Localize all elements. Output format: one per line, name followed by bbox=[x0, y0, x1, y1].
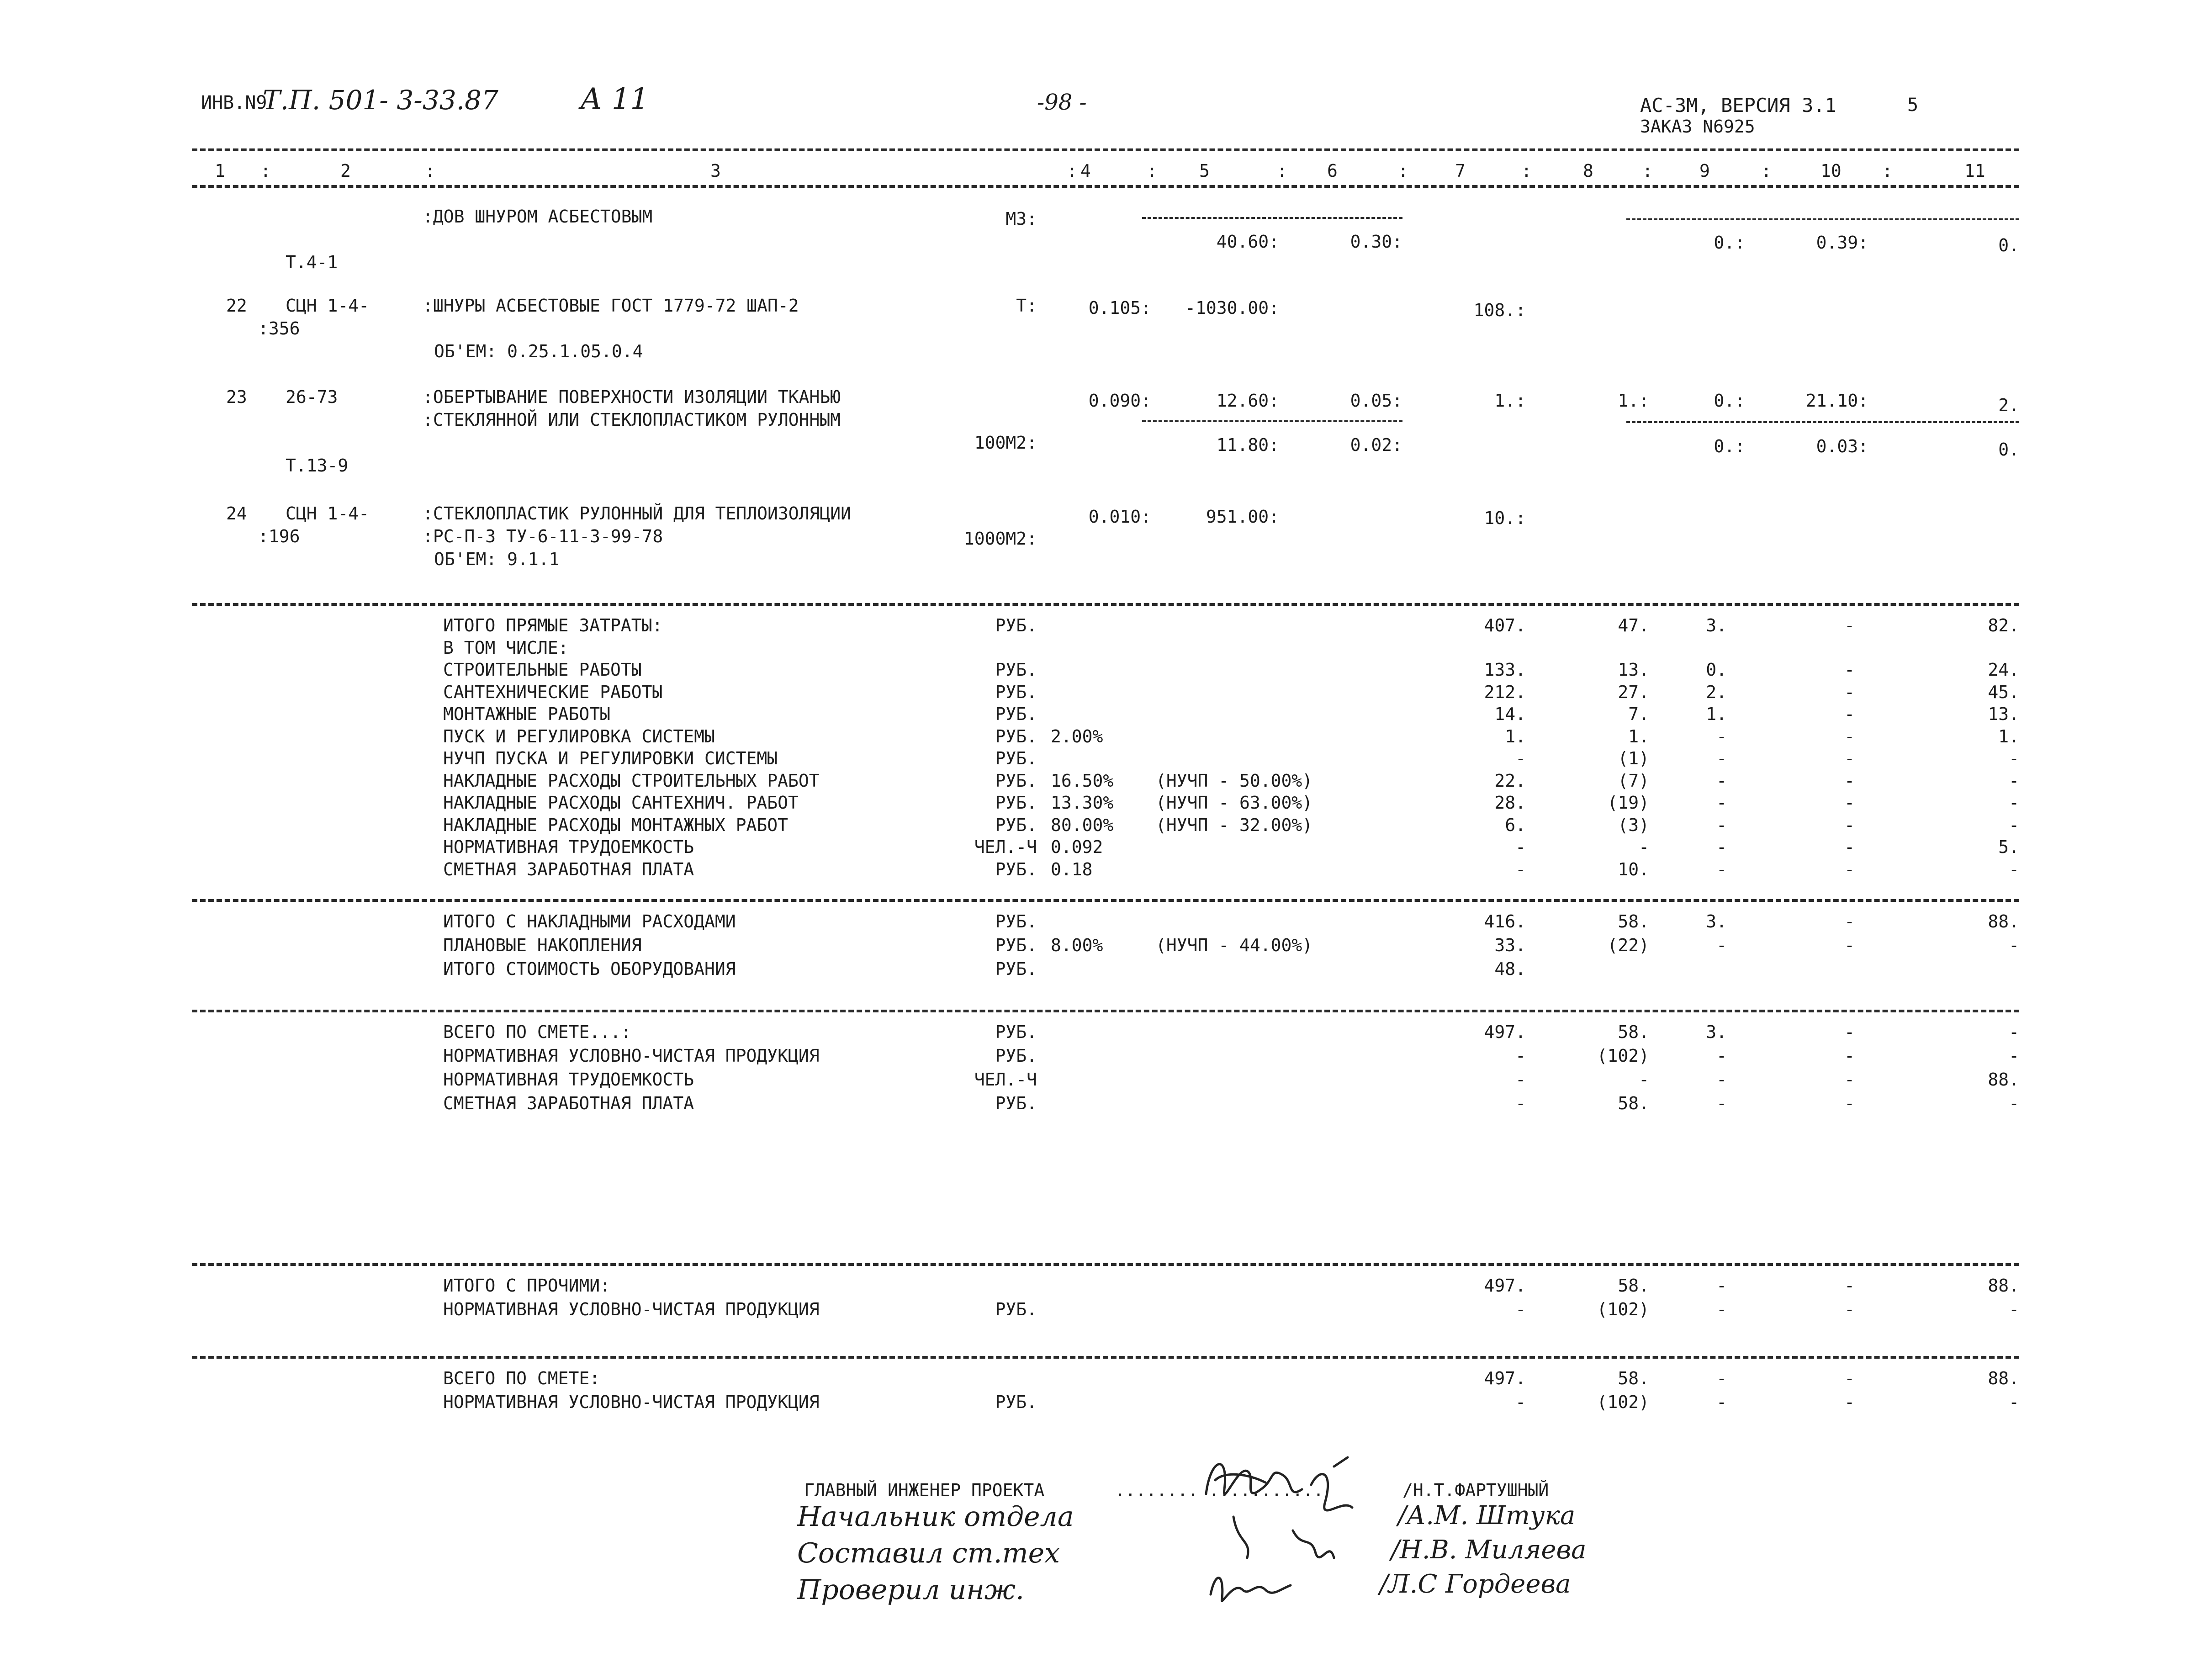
page-number: -98 - bbox=[1037, 90, 1087, 115]
item-24-desc-1: :СТЕКЛОПЛАСТИК РУЛОННЫЙ ДЛЯ ТЕПЛОИЗОЛЯЦИИ bbox=[423, 503, 851, 524]
summary-rule-1 bbox=[192, 603, 2019, 606]
summary-label: НАКЛАДНЫЕ РАСХОДЫ СТРОИТЕЛЬНЫХ РАБОТ bbox=[443, 770, 820, 791]
item-24-col4: 0.010: bbox=[1088, 507, 1151, 527]
summary-unit: РУБ. bbox=[995, 615, 1037, 635]
summary-col10: - bbox=[1844, 726, 1855, 746]
item-24-unit: 1000М2: bbox=[963, 529, 1037, 549]
summary-rate: 16.50% bbox=[1051, 770, 1114, 791]
summary-col10: - bbox=[1844, 815, 1855, 835]
summary-rule-5 bbox=[192, 1356, 2019, 1359]
summary-rate: 13.30% bbox=[1051, 793, 1114, 813]
summary-col7: 212. bbox=[1484, 682, 1526, 702]
summary-col7: 133. bbox=[1484, 660, 1526, 680]
summary-col10: - bbox=[1844, 615, 1855, 635]
summary-col8: 10. bbox=[1618, 859, 1649, 879]
summary-col9: - bbox=[1716, 748, 1727, 768]
item-23-col5a: 12.60: bbox=[1216, 391, 1279, 411]
summary-label: МОНТАЖНЫЕ РАБОТЫ bbox=[443, 704, 611, 724]
column-number: 11 bbox=[1964, 161, 1985, 181]
column-separator: : bbox=[1642, 161, 1653, 181]
summary-col7: - bbox=[1515, 1299, 1526, 1319]
summary-unit: РУБ. bbox=[995, 748, 1037, 768]
item-23-col7: 1.: bbox=[1494, 391, 1526, 411]
item-21-code: Т.4-1 bbox=[286, 252, 338, 272]
item-21-col5: 40.60: bbox=[1216, 232, 1279, 252]
summary-col8: 58. bbox=[1618, 1093, 1649, 1113]
column-number: 7 bbox=[1455, 161, 1466, 181]
summary-col10: - bbox=[1844, 793, 1855, 813]
summary-col11: 45. bbox=[1988, 682, 2019, 702]
summary-col10: - bbox=[1844, 935, 1855, 955]
summary-col10: - bbox=[1844, 682, 1855, 702]
item-23-col6a: 0.05: bbox=[1350, 391, 1402, 411]
summary-unit: РУБ. bbox=[995, 1046, 1037, 1066]
summary-col9: - bbox=[1716, 1276, 1727, 1296]
summary-label: ИТОГО СТОИМОСТЬ ОБОРУДОВАНИЯ bbox=[443, 959, 736, 979]
summary-col9: - bbox=[1716, 815, 1727, 835]
table-top-rule bbox=[192, 148, 2019, 151]
item-21-subrule-b bbox=[1626, 218, 2019, 220]
order-number: ЗАКАЗ N6925 bbox=[1640, 116, 1755, 137]
summary-col11: - bbox=[2009, 1299, 2019, 1319]
summary-col7: 28. bbox=[1494, 793, 1526, 813]
summary-rate: 0.092 bbox=[1051, 837, 1103, 857]
author-name: /Н.В. Миляева bbox=[1391, 1535, 1587, 1565]
summary-col7: 22. bbox=[1494, 770, 1526, 791]
summary-col10: - bbox=[1844, 704, 1855, 724]
summary-col11: - bbox=[2009, 770, 2019, 791]
item-22-col5: -1030.00: bbox=[1185, 298, 1279, 318]
summary-col8: - bbox=[1639, 1069, 1649, 1090]
summary-col9: - bbox=[1716, 1093, 1727, 1113]
summary-col8: (19) bbox=[1607, 793, 1649, 813]
summary-col10: - bbox=[1844, 1392, 1855, 1412]
column-separator: : bbox=[1147, 161, 1157, 181]
summary-label: ИТОГО С НАКЛАДНЫМИ РАСХОДАМИ bbox=[443, 911, 736, 932]
column-number: 6 bbox=[1327, 161, 1338, 181]
item-22-number: 22 bbox=[226, 296, 247, 316]
summary-col7: - bbox=[1515, 1392, 1526, 1412]
summary-nuchp: (НУЧП - 50.00%) bbox=[1156, 770, 1313, 791]
item-21-subrule-a bbox=[1142, 217, 1402, 219]
item-22-unit: Т: bbox=[1016, 296, 1037, 316]
summary-col8: 47. bbox=[1618, 615, 1649, 635]
column-separator: : bbox=[1277, 161, 1287, 181]
summary-col11: 13. bbox=[1988, 704, 2019, 724]
summary-col11: 88. bbox=[1988, 1276, 2019, 1296]
summary-unit: РУБ. bbox=[995, 935, 1037, 955]
author-title: Составил ст.тех bbox=[797, 1537, 1060, 1569]
summary-col8: 58. bbox=[1618, 911, 1649, 932]
summary-col8: (7) bbox=[1618, 770, 1649, 791]
summary-col10: - bbox=[1844, 1368, 1855, 1388]
summary-col8: - bbox=[1639, 837, 1649, 857]
summary-col11: - bbox=[2009, 935, 2019, 955]
column-separator: : bbox=[1067, 161, 1077, 181]
item-23-code-cont: Т.13-9 bbox=[286, 455, 349, 476]
item-24-volume: ОБ'ЕМ: 9.1.1 bbox=[434, 549, 560, 569]
summary-col8: (102) bbox=[1597, 1392, 1649, 1412]
summary-col9: - bbox=[1716, 837, 1727, 857]
summary-col11: - bbox=[2009, 1392, 2019, 1412]
item-23-code: 26-73 bbox=[286, 387, 338, 407]
summary-col8: (102) bbox=[1597, 1046, 1649, 1066]
item-21-col11: 0. bbox=[1998, 235, 2019, 255]
summary-label: НАКЛАДНЫЕ РАСХОДЫ САНТЕХНИЧ. РАБОТ bbox=[443, 793, 799, 813]
summary-col8: 13. bbox=[1618, 660, 1649, 680]
summary-col9: - bbox=[1716, 770, 1727, 791]
summary-col7: - bbox=[1515, 1093, 1526, 1113]
summary-col11: - bbox=[2009, 859, 2019, 879]
item-22-col4: 0.105: bbox=[1088, 298, 1151, 318]
column-separator: : bbox=[1521, 161, 1532, 181]
column-number: 9 bbox=[1699, 161, 1710, 181]
summary-col10: - bbox=[1844, 660, 1855, 680]
summary-col7: - bbox=[1515, 1046, 1526, 1066]
item-22-volume: ОБ'ЕМ: 0.25.1.05.0.4 bbox=[434, 341, 643, 361]
summary-col9: 3. bbox=[1706, 615, 1727, 635]
album-number: А 11 bbox=[580, 82, 649, 116]
item-21-desc: :ДОВ ШНУРОМ АСБЕСТОВЫМ bbox=[423, 206, 653, 227]
summary-nuchp: (НУЧП - 44.00%) bbox=[1156, 935, 1313, 955]
summary-col10: - bbox=[1844, 1022, 1855, 1042]
summary-col8: 7. bbox=[1628, 704, 1649, 724]
summary-col10: - bbox=[1844, 1276, 1855, 1296]
checker-title: Проверил инж. bbox=[797, 1574, 1025, 1606]
summary-col7: 407. bbox=[1484, 615, 1526, 635]
summary-col11: 24. bbox=[1988, 660, 2019, 680]
summary-col9: - bbox=[1716, 793, 1727, 813]
summary-col10: - bbox=[1844, 837, 1855, 857]
summary-col7: 416. bbox=[1484, 911, 1526, 932]
item-23-col10a: 21.10: bbox=[1805, 391, 1868, 411]
summary-col10: - bbox=[1844, 1046, 1855, 1066]
summary-rule-4 bbox=[192, 1263, 2019, 1266]
summary-col9: - bbox=[1716, 935, 1727, 955]
item-23-subrule-a bbox=[1142, 420, 1402, 422]
summary-col8: (1) bbox=[1618, 748, 1649, 768]
summary-col9: - bbox=[1716, 726, 1727, 746]
summary-label: СТРОИТЕЛЬНЫЕ РАБОТЫ bbox=[443, 660, 642, 680]
item-24-number: 24 bbox=[226, 503, 247, 524]
summary-label: ВСЕГО ПО СМЕТЕ...: bbox=[443, 1022, 631, 1042]
item-23-col9b: 0.: bbox=[1714, 436, 1745, 456]
summary-label: НОРМАТИВНАЯ ТРУДОЕМКОСТЬ bbox=[443, 837, 694, 857]
item-24-code-cont: :196 bbox=[258, 526, 300, 546]
summary-col8: (22) bbox=[1607, 935, 1649, 955]
item-23-number: 23 bbox=[226, 387, 247, 407]
chief-engineer-dots: ........ ........... bbox=[1115, 1480, 1324, 1500]
item-21-col9: 0.: bbox=[1714, 233, 1745, 253]
summary-col9: 0. bbox=[1706, 660, 1727, 680]
summary-rate: 8.00% bbox=[1051, 935, 1103, 955]
summary-col11: - bbox=[2009, 1093, 2019, 1113]
item-23-col11a: 2. bbox=[1998, 395, 2019, 415]
column-number: 2 bbox=[340, 161, 351, 181]
summary-col7: 497. bbox=[1484, 1368, 1526, 1388]
summary-col10: - bbox=[1844, 859, 1855, 879]
summary-col8: 27. bbox=[1618, 682, 1649, 702]
summary-col8: 1. bbox=[1628, 726, 1649, 746]
summary-col9: - bbox=[1716, 859, 1727, 879]
item-23-desc-2: :СТЕКЛЯННОЙ ИЛИ СТЕКЛОПЛАСТИКОМ РУЛОННЫМ bbox=[423, 410, 841, 430]
column-number: 8 bbox=[1583, 161, 1593, 181]
dept-head-title: Начальник отдела bbox=[797, 1501, 1074, 1533]
column-separator: : bbox=[260, 161, 271, 181]
summary-col9: 2. bbox=[1706, 682, 1727, 702]
item-24-col5: 951.00: bbox=[1206, 507, 1279, 527]
summary-col7: 1. bbox=[1505, 726, 1526, 746]
summary-label: ИТОГО С ПРОЧИМИ: bbox=[443, 1276, 611, 1296]
summary-col10: - bbox=[1844, 1299, 1855, 1319]
checker-signature bbox=[1206, 1562, 1297, 1613]
item-23-col4: 0.090: bbox=[1088, 391, 1151, 411]
column-separator: : bbox=[1761, 161, 1772, 181]
summary-col11: 88. bbox=[1988, 1069, 2019, 1090]
summary-label: НОРМАТИВНАЯ ТРУДОЕМКОСТЬ bbox=[443, 1069, 694, 1090]
chief-engineer-name: /Н.Т.ФАРТУШНЫЙ bbox=[1402, 1480, 1549, 1500]
item-23-col6b: 0.02: bbox=[1350, 435, 1402, 455]
summary-col10: - bbox=[1844, 748, 1855, 768]
summary-col9: 3. bbox=[1706, 1022, 1727, 1042]
summary-rate: 0.18 bbox=[1051, 859, 1093, 879]
summary-col7: 14. bbox=[1494, 704, 1526, 724]
summary-col7: 33. bbox=[1494, 935, 1526, 955]
item-21-col10: 0.39: bbox=[1816, 233, 1868, 253]
column-header-rule bbox=[192, 185, 2019, 188]
summary-label: НОРМАТИВНАЯ УСЛОВНО-ЧИСТАЯ ПРОДУКЦИЯ bbox=[443, 1392, 820, 1412]
summary-label: ВСЕГО ПО СМЕТЕ: bbox=[443, 1368, 600, 1388]
summary-col9: - bbox=[1716, 1046, 1727, 1066]
summary-unit: РУБ. bbox=[995, 1392, 1037, 1412]
summary-col10: - bbox=[1844, 1093, 1855, 1113]
column-number: 5 bbox=[1199, 161, 1210, 181]
program-version: АС-3М, ВЕРСИЯ 3.1 bbox=[1640, 94, 1836, 116]
summary-nuchp: (НУЧП - 63.00%) bbox=[1156, 793, 1313, 813]
item-22-code-cont: :356 bbox=[258, 318, 300, 339]
item-24-col7: 10.: bbox=[1484, 508, 1526, 528]
summary-label: НУЧП ПУСКА И РЕГУЛИРОВКИ СИСТЕМЫ bbox=[443, 748, 778, 768]
summary-col11: 88. bbox=[1988, 1368, 2019, 1388]
summary-unit: РУБ. bbox=[995, 911, 1037, 932]
column-number: 4 bbox=[1080, 161, 1091, 181]
item-23-subrule-b bbox=[1626, 421, 2019, 423]
column-separator: : bbox=[425, 161, 435, 181]
summary-unit: РУБ. bbox=[995, 959, 1037, 979]
summary-rule-3 bbox=[192, 1010, 2019, 1012]
summary-col11: - bbox=[2009, 815, 2019, 835]
column-number: 10 bbox=[1820, 161, 1842, 181]
summary-col11: 88. bbox=[1988, 911, 2019, 932]
summary-unit: РУБ. bbox=[995, 793, 1037, 813]
program-mark: 5 bbox=[1907, 95, 1919, 116]
summary-unit: ЧЕЛ.-Ч bbox=[974, 1069, 1037, 1090]
summary-nuchp: (НУЧП - 32.00%) bbox=[1156, 815, 1313, 835]
summary-unit: РУБ. bbox=[995, 770, 1037, 791]
summary-unit: РУБ. bbox=[995, 660, 1037, 680]
summary-unit: РУБ. bbox=[995, 815, 1037, 835]
checker-name: /Л.С Гордеева bbox=[1380, 1569, 1571, 1599]
summary-label: СМЕТНАЯ ЗАРАБОТНАЯ ПЛАТА bbox=[443, 859, 694, 879]
summary-unit: РУБ. bbox=[995, 859, 1037, 879]
summary-rate: 80.00% bbox=[1051, 815, 1114, 835]
summary-label: СМЕТНАЯ ЗАРАБОТНАЯ ПЛАТА bbox=[443, 1093, 694, 1113]
summary-col11: - bbox=[2009, 748, 2019, 768]
summary-unit: РУБ. bbox=[995, 682, 1037, 702]
item-22-desc: :ШНУРЫ АСБЕСТОВЫЕ ГОСТ 1779-72 ШАП-2 bbox=[423, 296, 799, 316]
inventory-label: ИНВ.N9 bbox=[201, 92, 267, 113]
summary-col8: 58. bbox=[1618, 1368, 1649, 1388]
summary-col10: - bbox=[1844, 1069, 1855, 1090]
summary-rate: 2.00% bbox=[1051, 726, 1103, 746]
item-23-col8: 1.: bbox=[1618, 391, 1649, 411]
dept-head-name: /А.М. Штука bbox=[1398, 1501, 1576, 1530]
column-number: 3 bbox=[710, 161, 721, 181]
item-23-col10b: 0.03: bbox=[1816, 436, 1868, 456]
item-23-unit: 100М2: bbox=[974, 433, 1037, 453]
item-23-desc-1: :ОБЕРТЫВАНИЕ ПОВЕРХНОСТИ ИЗОЛЯЦИИ ТКАНЬЮ bbox=[423, 387, 841, 407]
summary-col7: - bbox=[1515, 837, 1526, 857]
summary-col8: 58. bbox=[1618, 1276, 1649, 1296]
column-separator: : bbox=[1398, 161, 1408, 181]
summary-col11: - bbox=[2009, 1022, 2019, 1042]
item-21-col6: 0.30: bbox=[1350, 232, 1402, 252]
summary-unit: РУБ. bbox=[995, 726, 1037, 746]
summary-col8: (102) bbox=[1597, 1299, 1649, 1319]
summary-col9: 3. bbox=[1706, 911, 1727, 932]
summary-col9: - bbox=[1716, 1069, 1727, 1090]
summary-col9: 1. bbox=[1706, 704, 1727, 724]
summary-label: ПЛАНОВЫЕ НАКОПЛЕНИЯ bbox=[443, 935, 642, 955]
column-number: 1 bbox=[215, 161, 225, 181]
item-22-col7: 108.: bbox=[1473, 300, 1526, 320]
summary-unit: РУБ. bbox=[995, 1022, 1037, 1042]
summary-col11: 82. bbox=[1988, 615, 2019, 635]
summary-col10: - bbox=[1844, 911, 1855, 932]
summary-unit: РУБ. bbox=[995, 1093, 1037, 1113]
summary-col10: - bbox=[1844, 770, 1855, 791]
chief-engineer-title: ГЛАВНЫЙ ИНЖЕНЕР ПРОЕКТА bbox=[804, 1480, 1045, 1500]
summary-col7: 497. bbox=[1484, 1276, 1526, 1296]
summary-col7: 497. bbox=[1484, 1022, 1526, 1042]
summary-label: САНТЕХНИЧЕСКИЕ РАБОТЫ bbox=[443, 682, 663, 702]
item-23-col9a: 0.: bbox=[1714, 391, 1745, 411]
summary-col8: (3) bbox=[1618, 815, 1649, 835]
summary-col7: 48. bbox=[1494, 959, 1526, 979]
summary-col9: - bbox=[1716, 1368, 1727, 1388]
item-22-code: СЦН 1-4- bbox=[286, 296, 370, 316]
summary-label: НОРМАТИВНАЯ УСЛОВНО-ЧИСТАЯ ПРОДУКЦИЯ bbox=[443, 1046, 820, 1066]
summary-unit: РУБ. bbox=[995, 1299, 1037, 1319]
item-24-code: СЦН 1-4- bbox=[286, 503, 370, 524]
summary-col11: - bbox=[2009, 1046, 2019, 1066]
summary-col9: - bbox=[1716, 1299, 1727, 1319]
summary-label: В ТОМ ЧИСЛЕ: bbox=[443, 637, 569, 658]
summary-unit: РУБ. bbox=[995, 704, 1037, 724]
item-24-desc-2: :РС-П-3 ТУ-6-11-3-99-78 bbox=[423, 526, 663, 546]
summary-col7: - bbox=[1515, 748, 1526, 768]
summary-unit: ЧЕЛ.-Ч bbox=[974, 837, 1037, 857]
summary-col11: 5. bbox=[1998, 837, 2019, 857]
summary-col11: 1. bbox=[1998, 726, 2019, 746]
item-23-col5b: 11.80: bbox=[1216, 435, 1279, 455]
tp-reference: Т.П. 501- 3-33.87 bbox=[263, 85, 498, 116]
summary-col8: 58. bbox=[1618, 1022, 1649, 1042]
summary-col9: - bbox=[1716, 1392, 1727, 1412]
summary-col7: 6. bbox=[1505, 815, 1526, 835]
item-21-unit: М3: bbox=[1005, 209, 1037, 229]
summary-label: ИТОГО ПРЯМЫЕ ЗАТРАТЫ: bbox=[443, 615, 663, 635]
summary-label: ПУСК И РЕГУЛИРОВКА СИСТЕМЫ bbox=[443, 726, 715, 746]
summary-col11: - bbox=[2009, 793, 2019, 813]
summary-label: НАКЛАДНЫЕ РАСХОДЫ МОНТАЖНЫХ РАБОТ bbox=[443, 815, 788, 835]
summary-col7: - bbox=[1515, 1069, 1526, 1090]
column-separator: : bbox=[1882, 161, 1893, 181]
summary-rule-2 bbox=[192, 899, 2019, 902]
summary-label: НОРМАТИВНАЯ УСЛОВНО-ЧИСТАЯ ПРОДУКЦИЯ bbox=[443, 1299, 820, 1319]
summary-col7: - bbox=[1515, 859, 1526, 879]
item-23-col11b: 0. bbox=[1998, 439, 2019, 460]
